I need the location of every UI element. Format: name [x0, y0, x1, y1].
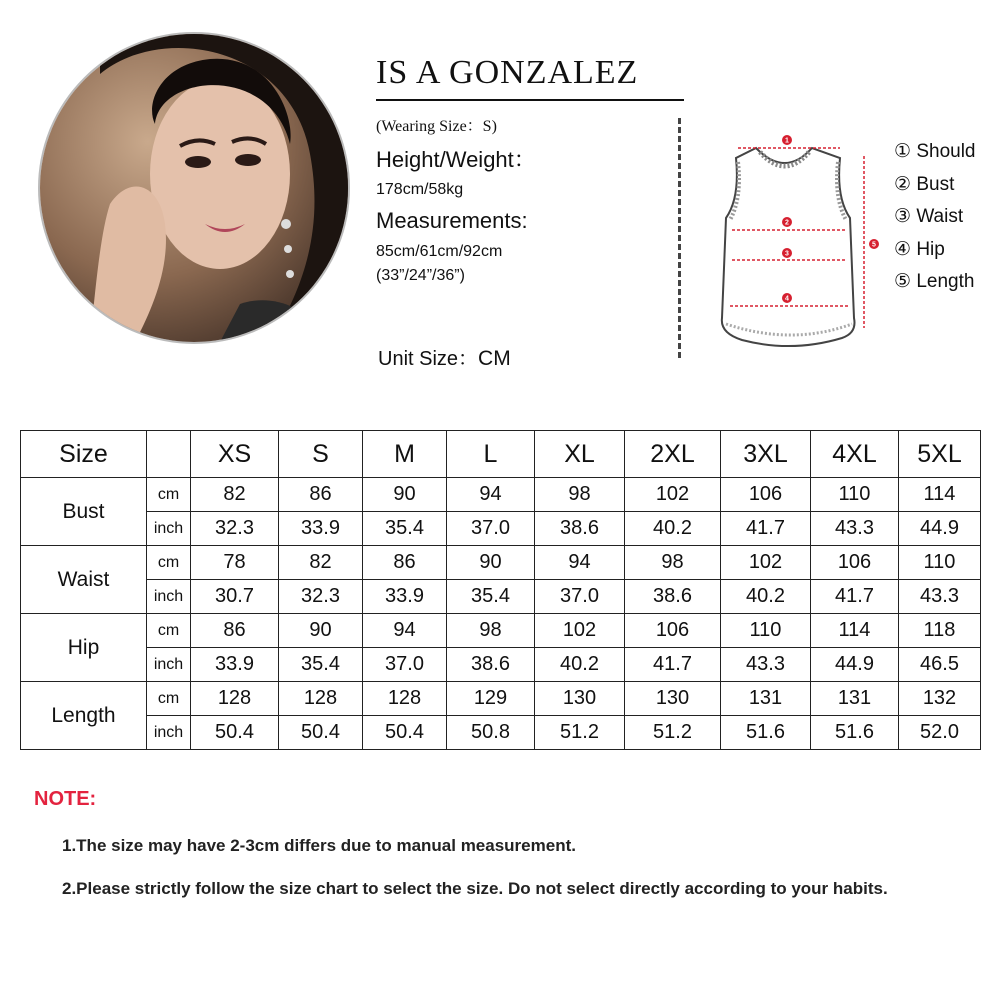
table-cell: 106	[811, 546, 899, 580]
legend-label: Length	[916, 271, 975, 292]
table-cell: 33.9	[191, 648, 279, 682]
header-unit-cell	[147, 431, 191, 478]
table-cell: 78	[191, 546, 279, 580]
table-cell: 86	[363, 546, 447, 580]
legend-item-hip	[894, 234, 976, 267]
table-row	[21, 614, 981, 648]
table-cell: 41.7	[625, 648, 721, 682]
header-size-3xl: 3XL	[721, 431, 811, 478]
table-row	[21, 580, 981, 614]
model-photo	[38, 32, 350, 344]
legend-label: Waist	[916, 206, 964, 227]
table-cell: 114	[811, 614, 899, 648]
table-cell: 51.6	[721, 716, 811, 750]
table-cell: 37.0	[447, 512, 535, 546]
table-cell: 94	[363, 614, 447, 648]
table-cell: 98	[535, 478, 625, 512]
note-item: 1.The size may have 2-3cm differs due to manual measurement.	[62, 836, 576, 855]
marker-1: 1	[785, 137, 789, 145]
unit-label: cm	[147, 478, 191, 512]
wearing-size: (Wearing Size：S)	[376, 118, 497, 135]
header-size-5xl: 5XL	[899, 431, 981, 478]
table-cell: 128	[191, 682, 279, 716]
table-cell: 131	[721, 682, 811, 716]
table-cell: 94	[447, 478, 535, 512]
table-cell: 44.9	[899, 512, 981, 546]
header-size-s: S	[279, 431, 363, 478]
legend-num: ③	[894, 206, 912, 227]
legend-num: ①	[894, 141, 912, 162]
table-cell: 43.3	[721, 648, 811, 682]
group-label-waist: Waist	[21, 546, 147, 614]
table-cell: 50.4	[363, 716, 447, 750]
table-cell: 86	[279, 478, 363, 512]
table-cell: 98	[625, 546, 721, 580]
table-cell: 50.4	[191, 716, 279, 750]
legend-num: ②	[894, 173, 912, 195]
table-cell: 82	[279, 546, 363, 580]
group-label-length: Length	[21, 682, 147, 750]
legend-num: ④	[894, 238, 912, 260]
header-size-xs: XS	[191, 431, 279, 478]
table-cell: 43.3	[811, 512, 899, 546]
table-cell: 33.9	[363, 580, 447, 614]
table-cell: 35.4	[447, 580, 535, 614]
table-cell: 41.7	[721, 512, 811, 546]
table-cell: 102	[535, 614, 625, 648]
table-cell: 44.9	[811, 648, 899, 682]
table-header-row	[21, 431, 981, 478]
unit-size-label: Unit Size：	[378, 348, 479, 370]
unit-label: inch	[147, 716, 191, 750]
legend-item-length	[894, 266, 976, 299]
table-cell: 106	[625, 614, 721, 648]
table-cell: 43.3	[899, 580, 981, 614]
unit-size	[378, 342, 511, 371]
unit-label: cm	[147, 682, 191, 716]
separator-dashed-line	[678, 118, 681, 358]
table-cell: 98	[447, 614, 535, 648]
measurements-inch: (33”/24”/36”)	[376, 267, 465, 284]
legend-item-should	[894, 136, 976, 169]
table-cell: 46.5	[899, 648, 981, 682]
table-row	[21, 648, 981, 682]
header-size-xl: XL	[535, 431, 625, 478]
table-cell: 35.4	[363, 512, 447, 546]
table-cell: 35.4	[279, 648, 363, 682]
size-chart-table	[20, 430, 981, 750]
height-weight-label: Height/Weight：	[376, 147, 536, 172]
table-cell: 40.2	[535, 648, 625, 682]
table-cell: 41.7	[811, 580, 899, 614]
legend-item-bust	[894, 169, 976, 202]
table-cell: 90	[447, 546, 535, 580]
legend-item-waist	[894, 201, 976, 234]
table-cell: 106	[721, 478, 811, 512]
table-cell: 128	[279, 682, 363, 716]
marker-2: 2	[785, 219, 789, 227]
legend-label: Hip	[916, 238, 945, 260]
note-item: 2.Please strictly follow the size chart to select the size. Do not select directly according to your habits.	[62, 879, 888, 898]
table-row	[21, 546, 981, 580]
table-row	[21, 512, 981, 546]
table-cell: 110	[721, 614, 811, 648]
table-cell: 118	[899, 614, 981, 648]
unit-label: cm	[147, 614, 191, 648]
note-title: NOTE:	[34, 788, 97, 810]
table-cell: 37.0	[535, 580, 625, 614]
table-cell: 38.6	[447, 648, 535, 682]
measurement-legend	[894, 136, 976, 299]
tank-top-outline	[722, 148, 855, 346]
legend-label: Should	[916, 141, 976, 162]
table-cell: 131	[811, 682, 899, 716]
garment-diagram	[712, 128, 884, 368]
table-cell: 128	[363, 682, 447, 716]
table-cell: 32.3	[279, 580, 363, 614]
unit-label: cm	[147, 546, 191, 580]
header-size-2xl: 2XL	[625, 431, 721, 478]
marker-3: 3	[785, 250, 789, 258]
table-row	[21, 478, 981, 512]
table-row	[21, 716, 981, 750]
group-label-hip: Hip	[21, 614, 147, 682]
name-underline	[376, 99, 684, 101]
header-size-4xl: 4XL	[811, 431, 899, 478]
table-cell: 82	[191, 478, 279, 512]
table-cell: 33.9	[279, 512, 363, 546]
header-size-label: Size	[21, 431, 147, 478]
unit-size-value: CM	[478, 347, 511, 370]
table-cell: 102	[721, 546, 811, 580]
unit-label: inch	[147, 580, 191, 614]
table-cell: 32.3	[191, 512, 279, 546]
table-cell: 40.2	[625, 512, 721, 546]
table-cell: 51.2	[535, 716, 625, 750]
table-cell: 90	[363, 478, 447, 512]
marker-5: 5	[872, 241, 876, 249]
group-label-bust: Bust	[21, 478, 147, 546]
table-cell: 38.6	[535, 512, 625, 546]
measurements-label: Measurements:	[376, 208, 528, 233]
table-cell: 129	[447, 682, 535, 716]
table-cell: 86	[191, 614, 279, 648]
table-cell: 90	[279, 614, 363, 648]
unit-label: inch	[147, 648, 191, 682]
table-cell: 50.4	[279, 716, 363, 750]
table-cell: 51.2	[625, 716, 721, 750]
table-cell: 102	[625, 478, 721, 512]
table-cell: 40.2	[721, 580, 811, 614]
header-size-l: L	[447, 431, 535, 478]
table-cell: 114	[899, 478, 981, 512]
table-cell: 38.6	[625, 580, 721, 614]
measurements-cm: 85cm/61cm/92cm	[376, 243, 503, 260]
table-cell: 50.8	[447, 716, 535, 750]
table-cell: 110	[899, 546, 981, 580]
table-row	[21, 682, 981, 716]
table-cell: 110	[811, 478, 899, 512]
legend-num: ⑤	[894, 271, 912, 292]
table-cell: 30.7	[191, 580, 279, 614]
table-cell: 52.0	[899, 716, 981, 750]
table-cell: 94	[535, 546, 625, 580]
header-size-m: M	[363, 431, 447, 478]
marker-4: 4	[785, 295, 789, 303]
height-weight-value: 178cm/58kg	[376, 181, 464, 198]
model-name: IS A GONZALEZ	[376, 54, 639, 91]
table-cell: 51.6	[811, 716, 899, 750]
legend-label: Bust	[916, 173, 955, 195]
table-cell: 130	[625, 682, 721, 716]
unit-label: inch	[147, 512, 191, 546]
table-cell: 132	[899, 682, 981, 716]
table-cell: 37.0	[363, 648, 447, 682]
table-cell: 130	[535, 682, 625, 716]
